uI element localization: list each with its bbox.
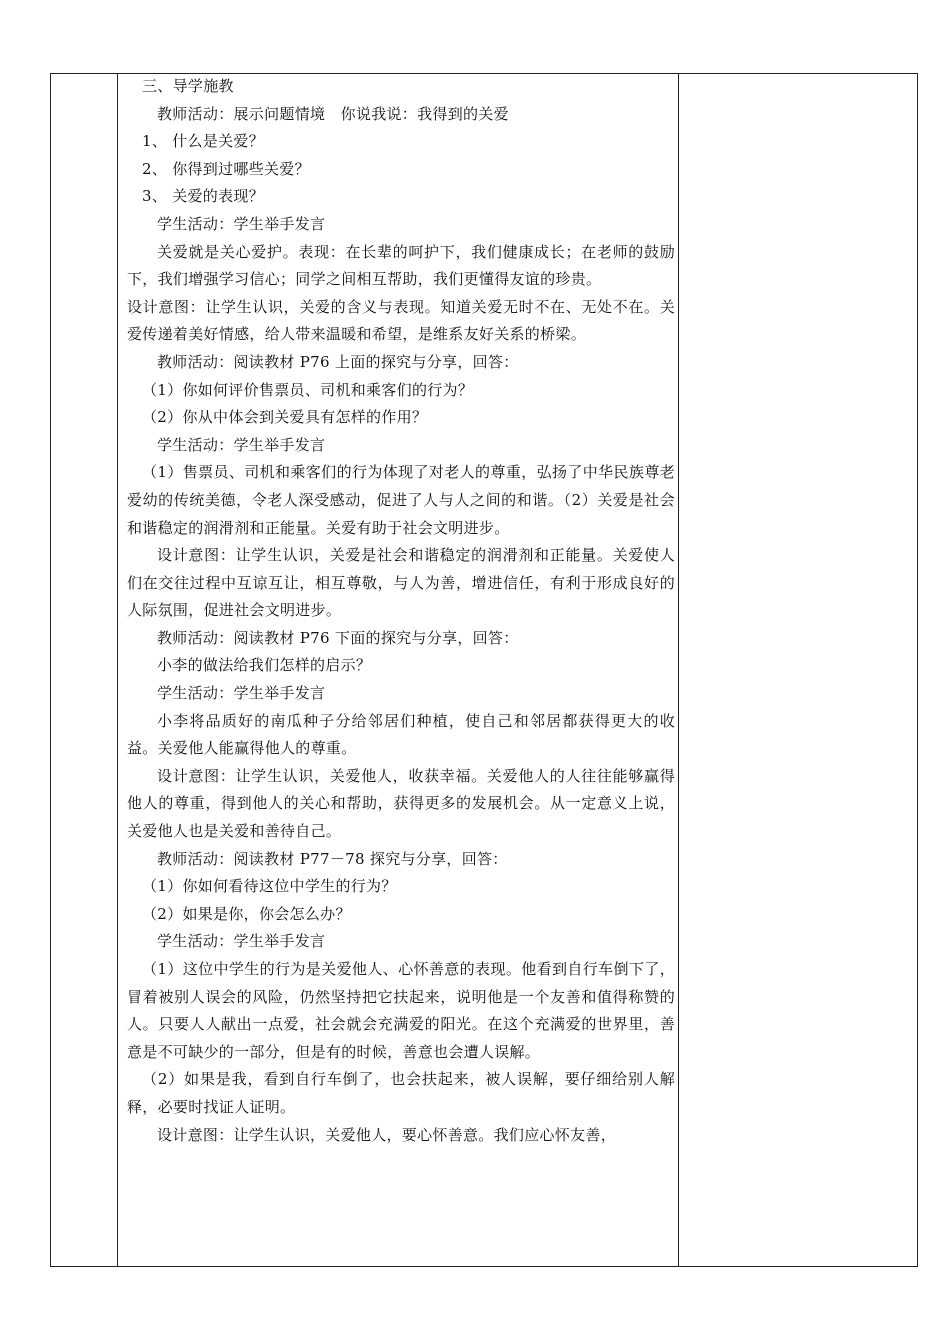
paragraph: 教师活动：阅读教材 P76 上面的探究与分享，回答： — [157, 352, 519, 371]
paragraph: 教师活动：阅读教材 P76 下面的探究与分享，回答： — [157, 628, 519, 647]
paragraph: （2）如果是我，看到自行车倒了，也会扶起来，被人误解，要仔细给别人解释，必要时找证人证明。 — [127, 1070, 675, 1116]
paragraph: 学生活动：学生举手发言 — [157, 214, 326, 233]
paragraph: 小李的做法给我们怎样的启示？ — [157, 656, 372, 675]
paragraph-list — [127, 101, 675, 1150]
paragraph: （1）这位中学生的行为是关爱他人、心怀善意的表现。他看到自行车倒下了，冒着被别人误会的风险，仍然坚持把它扶起来，说明他是一个友善和值得称赞的人。只要人人献出一点爱，社会就会充满爱的阳光。在这个充满爱的世界里，善意是不可缺少的一部分，但是有的时候，善意也会遭人误解。 — [127, 960, 675, 1061]
paragraph: 教师活动：阅读教材 P77－78 探究与分享，回答： — [157, 849, 508, 868]
paragraph: （2）如果是你，你会怎么办？ — [142, 904, 351, 923]
paragraph: 设计意图：让学生认识，关爱他人，要心怀善意。我们应心怀友善， — [157, 1125, 617, 1144]
table-border-right — [917, 73, 918, 1267]
paragraph: （2）你从中体会到关爱具有怎样的作用？ — [142, 408, 428, 427]
paragraph: 设计意图：让学生认识，关爱的含义与表现。知道关爱无时不在、无处不在。关爱传递着美好情感，给人带来温暖和希望，是维系友好关系的桥梁。 — [127, 297, 675, 344]
paragraph: （1）售票员、司机和乘客们的行为体现了对老人的尊重，弘扬了中华民族尊老爱幼的传统美德，令老人深受感动，促进了人与人之间的和谐。（2）关爱是社会和谐稳定的润滑剂和正能量。关爱有助于社会文明进步。 — [127, 463, 675, 537]
paragraph: 学生活动：学生举手发言 — [157, 684, 326, 703]
paragraph: 学生活动：学生举手发言 — [157, 932, 326, 951]
paragraph: （1）你如何评价售票员、司机和乘客们的行为？ — [142, 380, 474, 399]
column-divider-2 — [678, 73, 679, 1267]
paragraph: 设计意图：让学生认识，关爱是社会和谐稳定的润滑剂和正能量。关爱使人们在交往过程中互谅互让，相互尊敬，与人为善，增进信任，有利于形成良好的人际氛围，促进社会文明进步。 — [127, 546, 675, 620]
paragraph: 教师活动：展示问题情境 你说我说：我得到的关爱 — [157, 104, 509, 123]
paragraph: 关爱就是关心爱护。表现：在长辈的呵护下，我们健康成长；在老师的鼓励下，我们增强学习信心；同学之间相互帮助，我们更懂得友谊的珍贵。 — [127, 242, 675, 289]
paragraph: 设计意图：让学生认识，关爱他人，收获幸福。关爱他人的人往往能够赢得他人的尊重，得到他人的关心和帮助，获得更多的发展机会。从一定意义上说，关爱他人也是关爱和善待自己。 — [127, 766, 675, 841]
paragraph: 3、 关爱的表现？ — [142, 187, 265, 206]
teaching-content-cell — [127, 73, 675, 1149]
paragraph: 2、 你得到过哪些关爱？ — [142, 159, 310, 178]
section-title: 三、导学施教 — [142, 77, 234, 95]
paragraph: 学生活动：学生举手发言 — [157, 435, 326, 454]
table-border-bottom — [50, 1266, 918, 1267]
paragraph: （1）你如何看待这位中学生的行为？ — [142, 877, 397, 896]
column-divider-1 — [117, 73, 118, 1267]
table-border-left — [50, 73, 51, 1267]
paragraph: 1、 什么是关爱？ — [142, 132, 265, 151]
paragraph: 小李将品质好的南瓜种子分给邻居们种植，使自己和邻居都获得更大的收益。关爱他人能赢得他人的尊重。 — [127, 711, 675, 758]
